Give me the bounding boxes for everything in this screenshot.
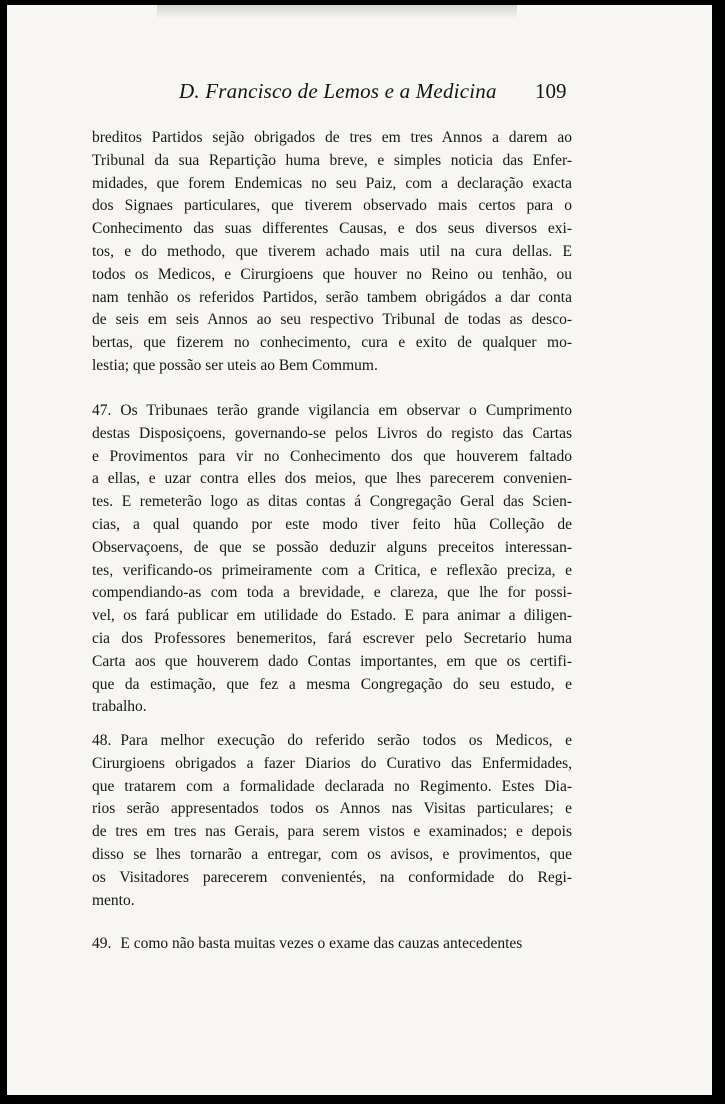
page-number: 109: [535, 79, 567, 103]
line-text: de seis em seis Annos ao seu respectivo Tribunal de todas as desco-: [92, 311, 572, 329]
paragraph-49: [92, 933, 572, 956]
text-line: [92, 150, 572, 173]
line-text: breditos Partidos sejão obrigados de tres em tres Annos a darem ao: [92, 129, 572, 146]
line-text: de tres em tres nas Gerais, para serem vistos e examinados; e depois: [92, 823, 572, 841]
text-line: [92, 514, 572, 537]
text-line: [92, 582, 572, 605]
text-line: [92, 400, 572, 423]
text-line: [92, 468, 572, 491]
line-text: dos Signaes particulares, que tiverem observado mais certos para o: [92, 197, 572, 215]
text-line: [92, 491, 572, 514]
text-line: [92, 355, 572, 378]
text-line: [92, 798, 572, 821]
text-line: [92, 446, 572, 469]
line-text: que tratarem com a formalidade declarada no Regimento. Estes Dia-: [92, 777, 572, 795]
running-title: D. Francisco de Lemos e a Medicina: [179, 79, 497, 103]
text-line: [92, 309, 572, 332]
line-text: Observaçoens, de que se possão deduzir alguns preceitos interessan-: [92, 538, 572, 556]
line-text: tos, e do methodo, que tiverem achado mais util na cura dellas. E: [92, 242, 572, 260]
line-text: que da estimação, que fez a mesma Congregação do seu estudo, e: [92, 675, 572, 693]
text-line: [92, 890, 572, 913]
line-text: E como não basta muitas vezes o exame das cauzas antecedentes: [120, 935, 523, 952]
paragraph-number: 47.: [92, 402, 112, 419]
paragraph-47: [92, 400, 572, 719]
text-line: [92, 332, 572, 355]
line-text: rios serão appresentados todos os Annos nas Visitas particulares; e: [92, 800, 572, 818]
line-text: Conhecimento das suas differentes Causas, e dos seus diversos exi-: [92, 220, 572, 238]
line-text: Cirurgioens obrigados a fazer Diarios do Curativo das Enfermidades,: [92, 754, 572, 772]
line-text: todos os Medicos, e Cirurgioens que houver no Reino ou tenhão, ou: [92, 265, 572, 283]
text-line: [92, 173, 572, 196]
text-line: [92, 423, 572, 446]
line-text: bertas, que fizerem no conhecimento, cura e exito de qualquer mo-: [92, 334, 572, 352]
line-text: lestia; que possão ser uteis ao Bem Commum.: [92, 356, 378, 374]
text-line: [92, 605, 572, 628]
text-line: [92, 696, 572, 719]
text-line: [92, 628, 572, 651]
paragraph-number: 48.: [92, 732, 112, 749]
paragraph-number: 49.: [92, 935, 112, 952]
text-line: [92, 821, 572, 844]
text-line: [92, 651, 572, 674]
text-line: [92, 127, 572, 150]
text-line: [92, 674, 572, 697]
paragraph-48: [92, 730, 572, 912]
line-text: Carta aos que houverem dado Contas importantes, em que os certifi-: [92, 652, 572, 670]
line-text: disso se lhes tornarão a entregar, com os avisos, e provimentos, que: [92, 845, 572, 863]
book-page: [7, 5, 712, 1095]
text-line: [92, 287, 572, 310]
text-line: [92, 241, 572, 264]
text-line: [92, 537, 572, 560]
scan-shadow: [157, 5, 517, 19]
text-line: [92, 195, 572, 218]
text-line: [92, 776, 572, 799]
line-text: vel, os fará publicar em utilidade do Estado. E para animar a diligen-: [92, 607, 572, 625]
line-text: mento.: [92, 891, 135, 909]
line-text: trabalho.: [92, 698, 147, 716]
text-line: [92, 753, 572, 776]
text-line: [92, 933, 572, 956]
line-text: midades, que forem Endemicas no seu Paiz, com a declaração exacta: [92, 174, 572, 192]
line-text: tes. E remeterão logo as ditas contas á Congregação Geral das Scien-: [92, 493, 572, 511]
text-line: [92, 218, 572, 241]
line-text: Os Tribunaes terão grande vigilancia em observar o Cumprimento: [120, 402, 572, 419]
line-text: destas Disposiçoens, governando-se pelos Livros do registo das Cartas: [92, 424, 572, 442]
line-text: cias, a qual quando por este modo tiver feito hũa Colleção de: [92, 515, 572, 533]
line-text: compendiando-as com toda a brevidade, e clareza, que lhe for possi-: [92, 584, 572, 602]
line-text: Para melhor execução do referido serão todos os Medicos, e: [120, 732, 572, 749]
line-text: e Provimentos para vir no Conhecimento dos que houverem faltado: [92, 447, 572, 465]
text-line: [92, 844, 572, 867]
line-text: Tribunal da sua Repartição huma breve, e simples noticia das Enfer-: [92, 151, 572, 169]
text-line: [92, 264, 572, 287]
line-text: os Visitadores parecerem convenientés, na conformidade do Regi-: [92, 868, 572, 886]
line-text: nam tenhão os referidos Partidos, serão tambem obrigádos a dar conta: [92, 288, 572, 306]
line-text: a ellas, e uzar contra elles dos meios, que lhes parecerem convenien-: [92, 470, 572, 488]
text-line: [92, 730, 572, 753]
text-line: [92, 867, 572, 890]
line-text: tes, verificando-os primeiramente com a Critica, e reflexão preciza, e: [92, 561, 572, 579]
text-line: [92, 560, 572, 583]
paragraph-continuation: [92, 127, 572, 378]
line-text: cia dos Professores benemeritos, fará escrever pelo Secretario huma: [92, 629, 572, 647]
